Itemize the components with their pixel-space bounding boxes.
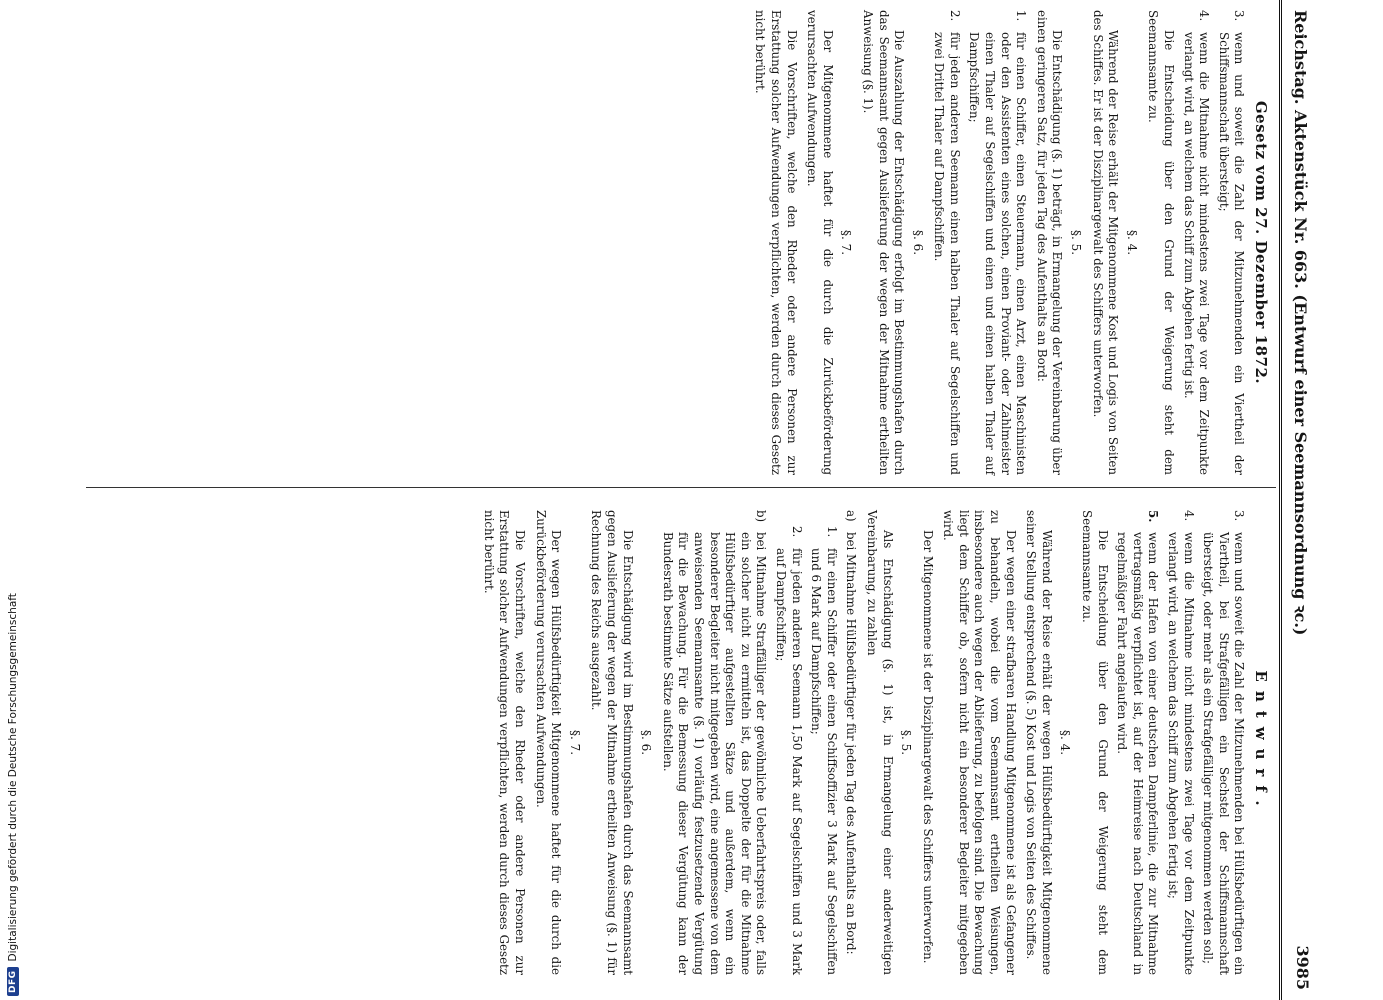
- list-item: 4. wenn die Mitnahme nicht mindestens zwei Tage vor dem Zeitpunkte verlangt wird, an welchem das Schiff zum Abgehen fertig ist;: [1166, 510, 1196, 975]
- digitization-footer: [4, 0, 22, 996]
- section-heading: §. 4.: [1058, 729, 1073, 756]
- paragraph: Als Entschädigung (§. 1) ist, in Ermangelung einer anderweitigen Vereinbarung, zu zahlen: [864, 510, 895, 975]
- header-title: Reichstag. Aktenstück Nr. 663. (Entwurf einer Seemannsordnung ꝛc.): [1291, 10, 1310, 636]
- section-heading: §. 7.: [567, 729, 582, 756]
- column-divider: [86, 487, 1276, 488]
- list-item: 2. für jeden anderen Seemann einen halben Thaler auf Segelschiffen und zwei Drittel Thaler auf Dampfschiffen.: [932, 10, 962, 475]
- header-rule: [1279, 0, 1282, 1000]
- list-item: 5. wenn der Hafen von einer deutschen Dampferlinie, die zur Mitnahme vertragsmäßig verpflichtet ist, auf der Heimreise nach Deutschland in regelmäßiger Fahrt angelaufen wird.: [1115, 510, 1161, 975]
- paragraph: Die Entschädigung (§. 1) beträgt, in Ermangelung der Vereinbarung über einen geringeren Satz, für jeden Tag des Aufenthalts an Bord:: [1034, 10, 1065, 475]
- list-item: b) bei Mitnahme Straffälliger der gewöhnliche Ueberfahrtspreis oder, falls ein solcher nicht zu ermitteln ist, das Doppelte der für die Mitnahme Hülfsbedürftiger aufgestellten Sätze und außerdem, wenn ein besonderer Begleiter nicht mitgegeben wird, eine angemessene von dem anweisenden Seemannsamte (§. 1) vorläufig festzusetzende Vergütung für die Bewachung. Für die Bemessung dieser Vergütung kann der Bundesrath bestimmte Sätze aufstellen.: [660, 510, 769, 975]
- list-item: 2. für jeden anderen Seemann 1,50 Mark auf Segelschiffen und 3 Mark auf Dampfschiffen;: [773, 526, 804, 975]
- section-heading: §. 4.: [1124, 229, 1139, 256]
- paragraph: Während der Reise erhält der Mitgenommene Kost und Logis von Seiten des Schiffes. Er ist der Disziplinargewalt des Schiffers unterworfen.: [1090, 10, 1121, 475]
- paragraph: Die Auszahlung der Entschädigung erfolgt im Bestimmungshafen durch das Seemannsamt gegen Auslieferung der wegen der Mitnahme ertheilten Anweisung (§. 1).: [860, 10, 907, 475]
- section-heading: §. 6.: [910, 229, 925, 256]
- list-item: 3. wenn und soweit die Zahl der Mitzunehmenden ein Viertheil der Schiffsmannschaft übersteigt;: [1216, 10, 1247, 475]
- paragraph: Die Vorschriften, welche den Rheder oder andere Personen zur Erstattung solcher Aufwendungen verpflichten, werden durch dieses Gesetz nicht berührt.: [481, 510, 528, 975]
- paragraph: Die Entschädigung wird im Bestimmungshafen durch das Seemannsamt gegen Auslieferung der wegen der Mitnahme ertheilten Anweisung (§. 1) für Rechnung des Reichs ausgezahlt.: [589, 510, 635, 975]
- sub-list: [772, 510, 838, 975]
- page-number: 3985: [1293, 945, 1312, 990]
- paragraph: Die Vorschriften, welche den Rheder oder andere Personen zur Erstattung solcher Aufwendungen verpflichten, werden durch dieses Gesetz nicht berührt.: [753, 10, 799, 475]
- paragraph: Die Entscheidung über den Grund der Weigerung steht dem Seemannsamte zu.: [1146, 10, 1177, 475]
- paragraph: Der Mitgenommene ist der Disziplinargewalt des Schiffers unterworfen.: [920, 530, 935, 964]
- column-title: Entwurf.: [1252, 670, 1270, 815]
- page-header: [1264, 0, 1320, 1000]
- paragraph: Der Mitgenommene haftet für die durch die Zurückbeförderung verursachten Aufwendungen.: [805, 10, 835, 475]
- section-heading: §. 6.: [639, 729, 654, 756]
- paragraph: Der wegen Hülfsbedürftigkeit Mitgenommene haftet für die durch die Zurückbeförderung verursachten Aufwendungen.: [533, 510, 564, 975]
- footer-text: Digitalisierung gefördert durch die Deutsche Forschungsgemeinschaft: [7, 593, 19, 962]
- section-heading: §. 5.: [1069, 229, 1084, 256]
- rotated-page-content: [80, 0, 1320, 1000]
- column-entwurf: [475, 510, 1270, 975]
- paragraph: Während der Reise erhält der wegen Hülfsbedürftigkeit Mitgenommene seiner Stellung entsprechend (§. 5) Kost und Logis von Seiten des Schiffes.: [1024, 510, 1054, 975]
- dfg-logo: DFG: [7, 967, 19, 996]
- paragraph: Die Entscheidung über den Grund der Weigerung steht dem Seemannsamte zu.: [1080, 510, 1110, 975]
- paragraph: Der wegen einer strafbaren Handlung Mitgenommene ist als Gefangener zu behandeln, wobei die vom Seemannsamt ertheilten Weisungen, insbesondere auch wegen der Ablieferung, zu befolgen sind. Die Bewachung liegt dem Schiffer ob, sofern nicht ein besonderer Begleiter mitgegeben wird.: [941, 510, 1018, 975]
- list-item: a) bei Mitnahme Hülfsbedürftiger für jeden Tag des Aufenthalts an Bord:: [844, 510, 859, 955]
- section-heading: §. 7.: [839, 229, 854, 256]
- column-subtitle: Gesetz vom 27. Dezember 1872.: [1252, 100, 1270, 385]
- section-heading: §. 5.: [899, 729, 914, 756]
- list-item: 3. wenn und soweit die Zahl der Mitzunehmenden bei Hülfsbedürftigen ein Viertheil, bei Strafgefälligen ein Sechstel der Schiffsmannschaft übersteigt, oder mehr als ein Strafgefälliger mitgenommen werden soll;: [1201, 510, 1247, 975]
- list-item: 1. für einen Schiffer oder einen Schiffsoffizier 3 Mark auf Segelschiffen und 6 Mark auf Dampfschiffen;: [809, 526, 839, 975]
- list-item: 1. für einen Schiffer, einen Steuermann, einen Arzt, einen Maschinisten oder den Assistenten eines solchen, einen Proviant- oder Zahlmeister einen Thaler auf Segelschiffen und einen und einen halben Thaler auf Dampfschiffen;: [967, 10, 1029, 475]
- column-law-1872: [747, 10, 1270, 475]
- list-item: 4. wenn die Mitnahme nicht mindestens zwei Tage vor dem Zeitpunkte verlangt wird, an welchem das Schiff zum Abgehen fertig ist.: [1181, 10, 1212, 475]
